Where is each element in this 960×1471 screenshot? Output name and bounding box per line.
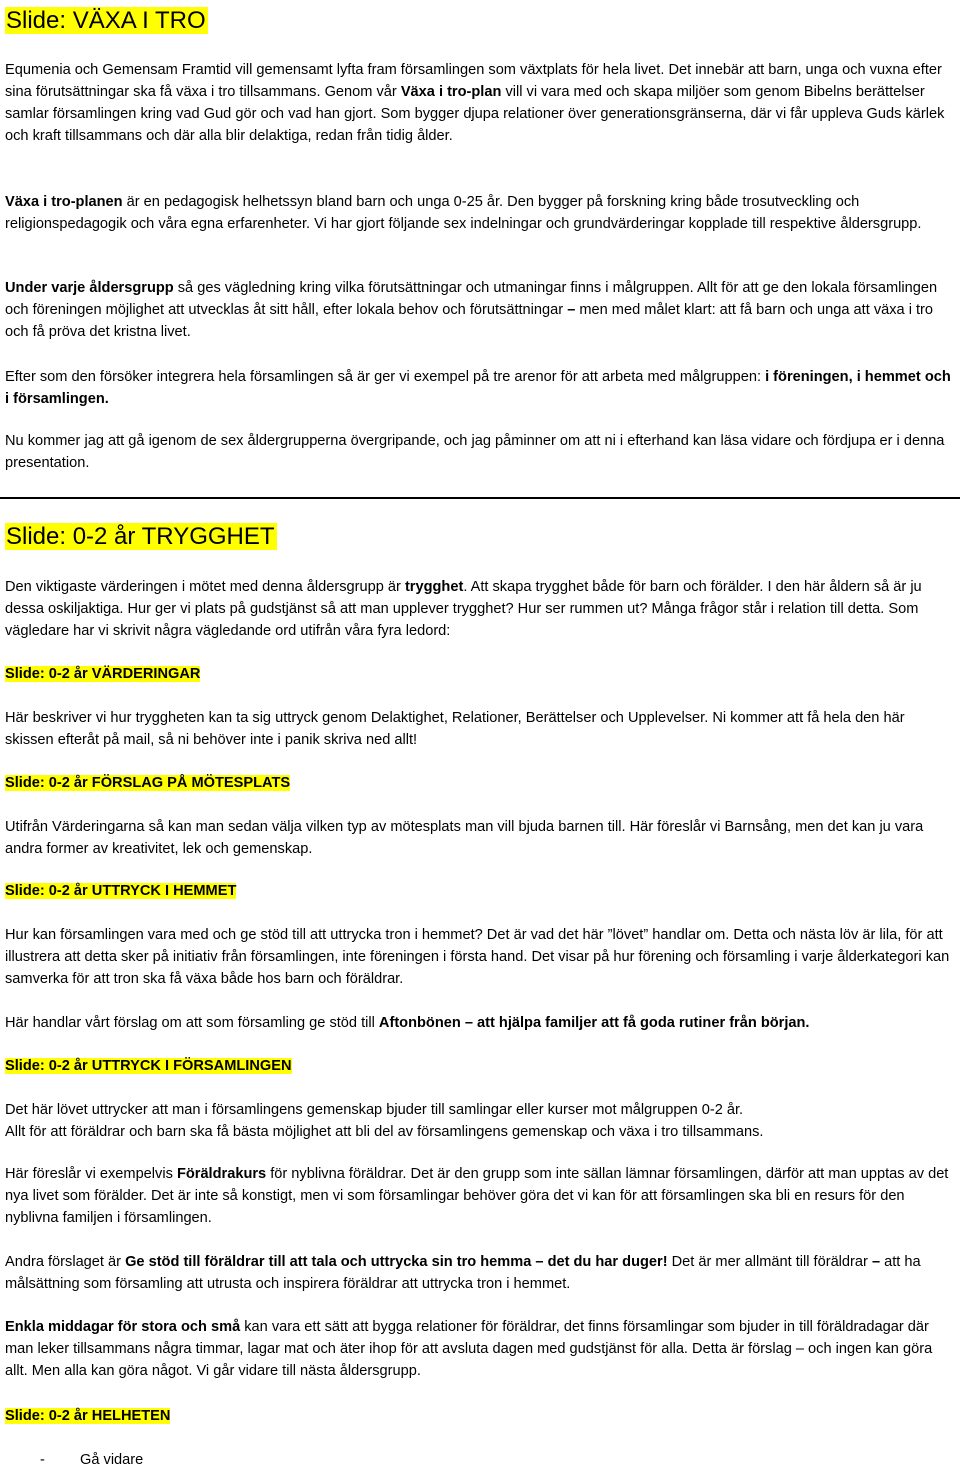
heading-helheten: Slide: 0-2 år HELHETEN [5,1408,171,1424]
paragraph-intro: Equmenia och Gemensam Framtid vill gemensamt lyfta fram församlingen som växtplats för hela livet. Det innebär att barn, unga och vuxna efter sina förutsättningar ska få växa i tro tillsammans. Genom vår Växa i tro-plan vill vi vara med och skapa miljöer som genom Bibelns berättelser samlar församlingen kring vad Gud gör och vad han gjort. Som bygger djupa relationer över generationsgränserna, där vi får uppleva Guds kärlek och kraft tillsammans och där alla blir delaktiga, redan från tidig ålder. [5,62,945,144]
paragraph-aftonbonen: Här handlar vårt förslag om att som församling ge stöd till Aftonbönen – att hjälpa familjer att få goda rutiner från början. [5,1015,810,1031]
paragraph-uttryck-i-hemmet: Hur kan församlingen vara med och ge stöd till att uttrycka tron i hemmet? Det är vad det här ”lövet” handlar om. Detta och nästa löv är lila, för att illustrera att detta sker på initiativ från församlingen, inte föreningen i första hand. Det visar på hur förening och församling i varje ålderkategori kan samverka för att tron ska få växa både hos barn och föräldrar. [5,927,950,987]
paragraph-plan: Växa i tro-planen är en pedagogisk helhetssyn bland barn och unga 0-25 år. Den bygger på forskning kring både trosutveckling och religionspedagogik och våra egna erfarenheter. Vi har gjort följande sex indelningar och grundvärderingar kopplade till respektive åldersgrupp. [5,194,922,232]
heading-uttryck-i-forsamlingen: Slide: 0-2 år UTTRYCK I FÖRSAMLINGEN [5,1058,292,1074]
paragraph-age-groups: Under varje åldersgrupp så ges vägledning kring vilka förutsättningar och utmaningar finns i målgruppen. Allt för att ge den lokala församlingen och föreningen möjlighet att utvecklas åt sitt håll, efter lokala behov och förutsättningar – men med målet klart: att få barn och unga att växa i tro och få pröva det kristna livet. [5,280,938,340]
heading-forslag-motesplats: Slide: 0-2 år FÖRSLAG PÅ MÖTESPLATS [5,775,291,791]
slide-title-vaxa-i-tro: Slide: VÄXA I TRO [6,7,206,34]
paragraph-forslag-motesplats: Utifrån Värderingarna så kan man sedan välja vilken typ av mötesplats man vill bjuda barnen till. Här föreslår vi Barnsång, men det kan ju vara andra former av kreativitet, lek och gemenskap. [5,819,924,857]
list-bullet: - [40,1452,45,1468]
list-item-label: Gå vidare [80,1452,144,1468]
heading-varderingar: Slide: 0-2 år VÄRDERINGAR [5,666,201,682]
paragraph-forsamlingen-line1: Det här lövet uttrycker att man i församlingens gemenskap bjuder till samlingar eller kurser mot målgruppen 0-2 år. [5,1102,744,1118]
paragraph-enkla-middagar: Enkla middagar för stora och små kan vara ett sätt att bygga relationer för föräldrar, det finns församlingar som bjuder in till föräldradagar där man leker tillsammans några timmar, lagar mat och äter ihop för att avsluta dagen med gudstjänst för alla. Detta är förslag – och ingen kan göra allt. Men alla kan göra något. Vi går vidare till nästa åldersgrupp. [5,1319,933,1379]
paragraph-foraldrakurs: Här föreslår vi exempelvis Föräldrakurs för nyblivna föräldrar. Det är den grupp som inte sällan lämnar församlingen, därför att man upptas av det nya livet som förälder. Det är inte så konstigt, men vi som församlingar behöver göra det vi kan för att församlingen ska bli en resurs för den nyblivna familjen i församlingen. [5,1166,949,1226]
paragraph-overview: Nu kommer jag att gå igenom de sex åldergrupperna övergripande, och jag påminner om att ni i efterhand kan läsa vidare och fördjupa er i denna presentation. [5,433,945,471]
paragraph-varderingar: Här beskriver vi hur tryggheten kan ta sig uttryck genom Delaktighet, Relationer, Berättelser och Upplevelser. Ni kommer att få hela den här skissen efteråt på mail, så ni behöver inte i panik skriva ned allt! [5,710,905,748]
slide-title-trygghet: Slide: 0-2 år TRYGGHET [6,523,275,550]
paragraph-stod-till-foraldrar: Andra förslaget är Ge stöd till föräldrar till att tala och uttrycka sin tro hemma – det du har duger! Det är mer allmänt till föräldrar – att ha målsättning som församling att utrusta och inspirera föräldrar att uttrycka tron i hemmet. [5,1254,921,1292]
paragraph-trygghet: Den viktigaste värderingen i mötet med denna åldersgrupp är trygghet. Att skapa trygghet både för barn och förälder. I den här åldern så är ju dessa oskiljaktiga. Hur ger vi plats på gudstjänst så att man upplever trygghet? Hur ser rummen ut? Många frågor står i relation till detta. Som vägledare har vi skrivit några vägledande ord utifrån våra fyra ledord: [5,579,922,639]
section-divider [0,497,960,499]
paragraph-forsamlingen-line2: Allt för att föräldrar och barn ska få bästa möjlighet att bli del av församlingens gemenskap och växa i tro tillsammans. [5,1124,764,1140]
paragraph-arenas: Efter som den försöker integrera hela församlingen så är ger vi exempel på tre arenor för att arbeta med målgruppen: i föreningen, i hemmet och i församlingen. [5,369,951,407]
heading-uttryck-i-hemmet: Slide: 0-2 år UTTRYCK I HEMMET [5,883,237,899]
